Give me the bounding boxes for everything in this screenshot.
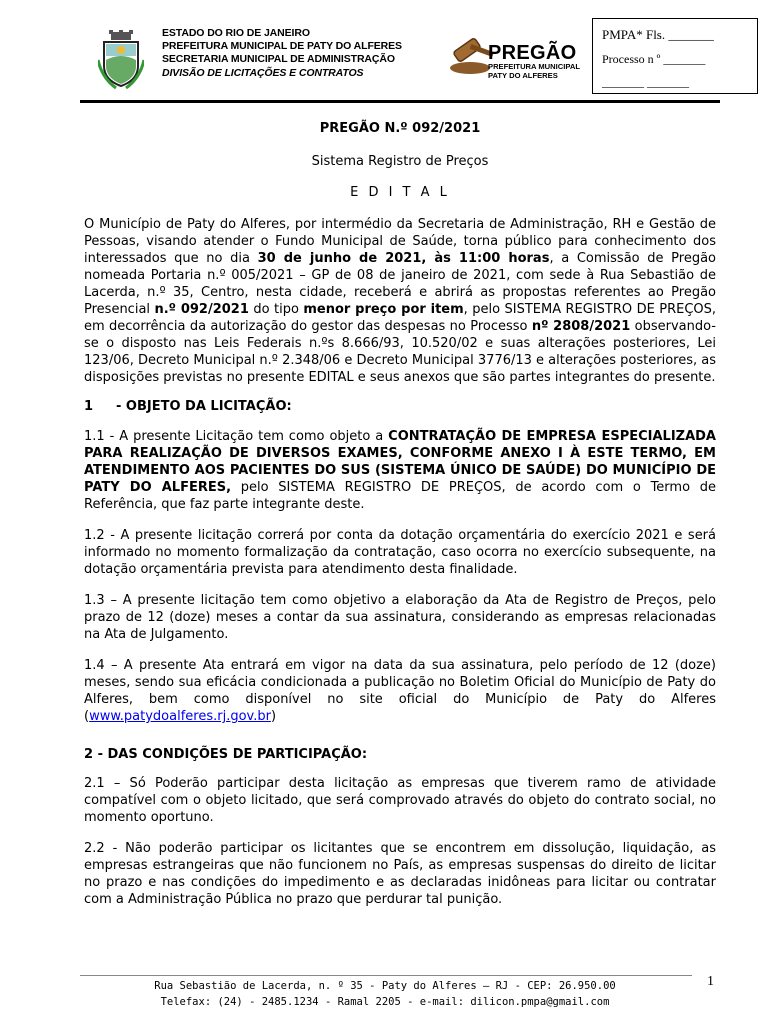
clause-1-1-text-2: pelo SISTEMA REGISTRO DE PREÇOS, de acordo com o Termo de Referência, que faz parte integrante deste. <box>84 480 717 512</box>
intro-text-4: , pelo SISTEMA REGISTRO DE PREÇOS, em decorrência da autorização do gestor das despesas no Processo <box>84 302 717 334</box>
pregao-logo-line2: PATY DO ALFERES <box>488 70 558 80</box>
footer-address: Rua Sebastião de Lacerda, n. º 35 - Paty do Alferes – RJ - CEP: 26.950.00 <box>154 980 616 992</box>
section-1-heading <box>84 398 716 415</box>
section-2-heading: 2 - DAS CONDIÇÕES DE PARTICIPAÇÃO: <box>84 747 368 762</box>
clause-1-1-text-1: 1.1 - A presente Licitação tem como objeto a <box>84 429 389 444</box>
intro-tipo: menor preço por item <box>303 302 464 317</box>
document-body <box>84 108 716 908</box>
header-institution-text <box>162 27 402 80</box>
clause-1-4-text-1: 1.4 – A presente Ata entrará em vigor na data da sua assinatura, pelo período de 12 (doze) meses, sendo sua eficácia condicionada a publicação no Boletim Oficial do Município de Paty do Alferes, bem como disponível no site oficial do Município de Paty do Alferes ( <box>84 658 716 724</box>
intro-paragraph <box>84 216 716 386</box>
pregao-logo <box>488 43 580 80</box>
municipal-crest-icon <box>98 30 144 90</box>
intro-text-1: O Município de Paty do Alferes, por intermédio da Secretaria de Administração, RH e Gestão de Pessoas, visando atender o Fundo Municipal de Saúde, torna público para conhecimento dos interessados que no dia <box>84 217 716 266</box>
pregao-logo-title: PREGÃO <box>488 42 577 64</box>
intro-text-2: , a Comissão de Pregão nomeada Portaria n.º 005/2021 – GP de 08 de janeiro de 2021, com sede à Rua Sebastião de Lacerda, n.º 35, Centro, nesta cidade, receberá e abrirá as propostas referentes ao Pregão Presencial <box>84 251 716 317</box>
intro-text-5: observando-se o disposto nas Leis Federais n.ºs 8.666/93, 10.520/02 e suas alterações posteriores, Lei 123/06, Decreto Municipal n.º 2.348/06 e Decreto Municipal 3776/13 e alterações posteriores, as disposições previstas no presente EDITAL e seus anexos que são partes integrantes do presente. <box>84 319 716 385</box>
header-state: ESTADO DO RIO DE JANEIRO <box>162 27 310 39</box>
section-1-title: - OBJETO DA LICITAÇÃO: <box>116 399 292 414</box>
clause-1-2: 1.2 - A presente licitação correrá por conta da dotação orçamentária do exercício 2021 e será informado no momento formalização da contratação, caso ocorra no exercício subsequente, na dotação orçamentária prevista para atendimento desta finalidade. <box>84 528 716 577</box>
intro-text-3: do tipo <box>248 302 304 317</box>
edital-heading: E D I T A L <box>350 185 450 200</box>
section-1-number: 1 <box>84 399 94 414</box>
document-header <box>0 0 770 110</box>
document-title: PREGÃO N.º 092/2021 <box>319 121 481 136</box>
document-footer <box>0 978 770 1010</box>
stamp-blank: _______ _______ <box>602 75 689 89</box>
clause-1-4-text-2: ) <box>270 709 277 724</box>
clause-1-1 <box>84 428 716 513</box>
header-secretaria: SECRETARIA MUNICIPAL DE ADMINISTRAÇÃO <box>162 53 395 66</box>
clause-2-1: 2.1 – Só Poderão participar desta licitação as empresas que tiverem ramo de atividade compatível com o objeto licitado, que será comprovado através do objeto do contrato social, no momento oportuno. <box>84 776 716 825</box>
intro-pregao-number: n.º 092/2021 <box>154 302 249 317</box>
document-subtitle: Sistema Registro de Preços <box>311 154 489 169</box>
protocol-stamp-box <box>592 18 758 94</box>
header-divider <box>80 100 720 103</box>
clause-2-2: 2.2 - Não poderão participar os licitantes que se encontrem em dissolução, liquidação, as empresas estrangeiras que não funcionem no País, as empresas suspensas do direito de licitar no prazo e nas condições do impedimento e as declaradas inidôneas para licitar ou contratar com a Administração Pública no prazo que perdurar tal punição. <box>84 841 716 907</box>
header-prefeitura: PREFEITURA MUNICIPAL DE PATY DO ALFERES <box>162 40 402 53</box>
footer-contact: Telefax: (24) - 2485.1234 - Ramal 2205 - e-mail: dilicon.pmpa@gmail.com <box>160 996 610 1008</box>
stamp-fls: PMPA* Fls. _______ <box>602 27 714 42</box>
intro-date: 30 de junho de 2021, às 11:00 horas <box>257 251 550 266</box>
pregao-logo-line1: PREFEITURA MUNICIPAL <box>488 62 580 71</box>
footer-divider <box>80 975 692 976</box>
clause-1-3: 1.3 – A presente licitação tem como objetivo a elaboração da Ata de Registro de Preços, pelo prazo de 12 (doze) meses a contar da sua assinatura, considerando as empresas relacionadas na Ata de Julgamento. <box>84 593 716 642</box>
intro-processo: nº 2808/2021 <box>531 319 631 334</box>
stamp-processo: Processo n º _______ <box>602 52 706 66</box>
clause-1-1-object: CONTRATAÇÃO DE EMPRESA ESPECIALIZADA PARA REALIZAÇÃO DE DIVERSOS EXAMES, CONFORME ANEXO I À ESTE TERMO, EM ATENDIMENTO AOS PACIENTES DO SUS (SISTEMA ÚNICO DE SAÚDE) DO MUNICÍPIO DE PATY DO ALFERES, <box>84 429 716 495</box>
municipality-website-link[interactable]: www.patydoalferes.rj.gov.br <box>89 709 271 724</box>
clause-1-4 <box>84 657 716 725</box>
page-number: 1 <box>707 974 714 989</box>
header-division: DIVISÃO DE LICITAÇÕES E CONTRATOS <box>162 66 364 79</box>
